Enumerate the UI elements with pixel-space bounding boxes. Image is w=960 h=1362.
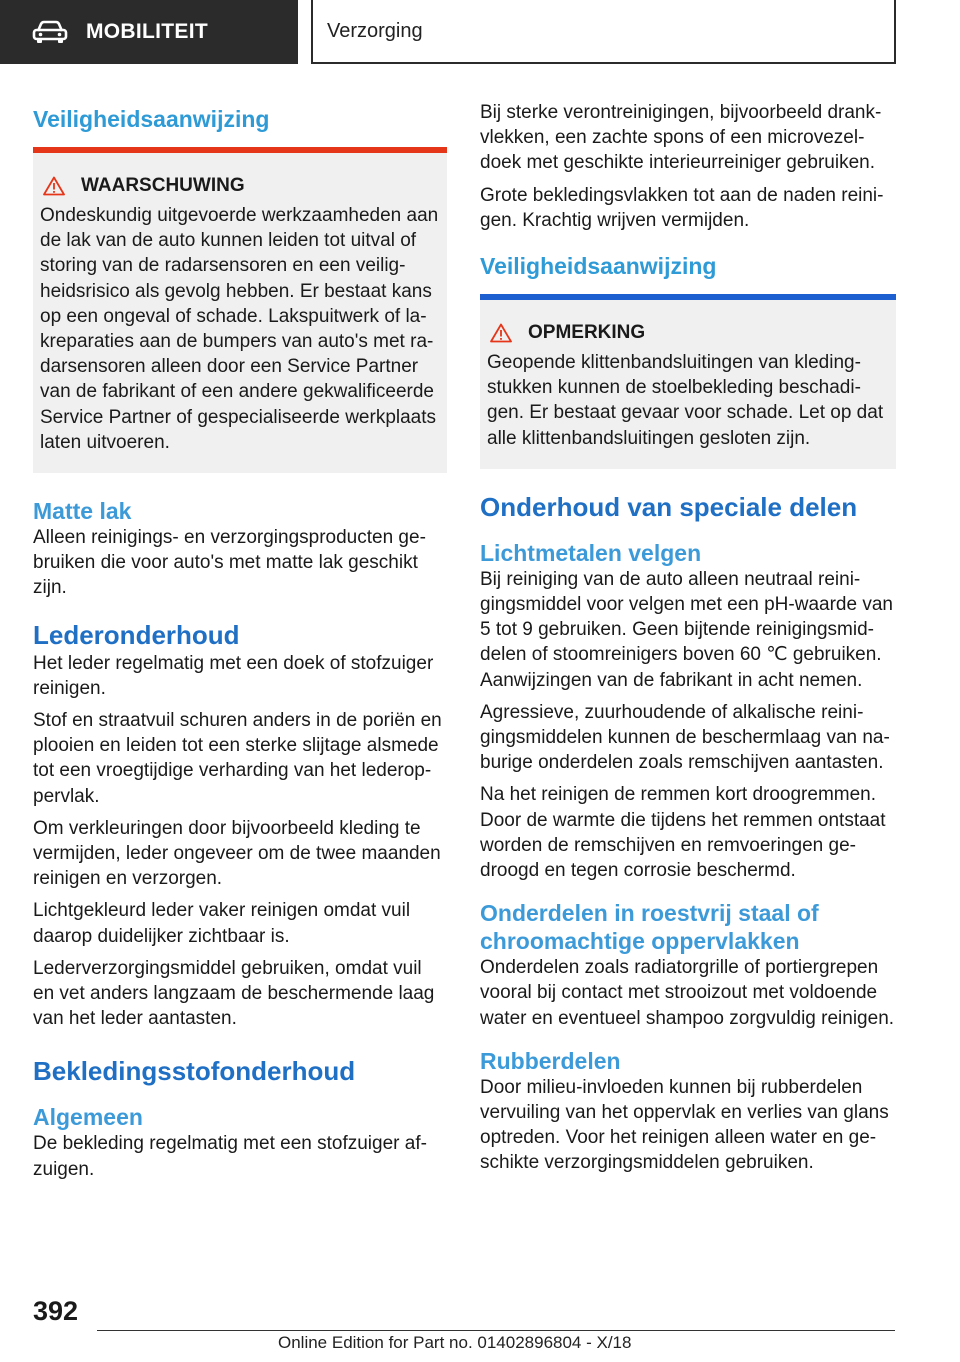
rims-paragraph: Agressieve, zuurhoudende of alkalische reinigingsmiddelen kunnen de beschermlaag van naburige onderdelen zoals remschijven aantasten. <box>480 701 890 774</box>
warning-title: WAARSCHUWING <box>81 175 245 196</box>
steel-text: Onderdelen zoals radiatorgrille of portiergrepen vooral bij contact met strooizout met voldoende water en eventueel shampoo zorgvuldig reinigen. <box>480 957 895 1029</box>
notice-title-row <box>487 322 888 344</box>
matte-heading: Matte lak <box>33 498 132 525</box>
warning-text: Ondeskundig uitgevoerde werkzaamheden aan de lak van de auto kunnen leiden tot uitval of storing van de radarsensoren en een veiligheidsrisico als gevolg hebben. Er bestaat kans op een ongeval of schade. Lakspuitwerk of lakreparaties aan de bumpers van auto's met radarsensoren alleen door een Service Partner van de fabrikant of een andere gekwalificeerde Service Partner of gespecialiseerde werkplaats laten uitvoeren. <box>40 205 439 453</box>
footer-divider <box>97 1330 895 1331</box>
subsection-tab[interactable] <box>311 0 896 64</box>
upholstery-heading: Bekledingsstofonderhoud <box>33 1056 356 1087</box>
upholstery-paragraph: Bij sterke verontreinigingen, bijvoorbeeld drankvlekken, een zachte spons of een microvezeldoek met geschikte interieurreiniger gebruiken. <box>480 102 882 174</box>
car-icon <box>32 20 68 44</box>
footer-edition: Online Edition for Part no. 01402896804 - X/18 <box>278 1333 632 1352</box>
safety-heading: Veiligheidsaanwijzing <box>480 253 717 280</box>
leather-heading: Lederonderhoud <box>33 619 240 650</box>
rims-heading: Lichtmetalen velgen <box>480 539 702 566</box>
subsection-title: Verzorging <box>327 19 423 42</box>
leather-paragraph: Lichtgekleurd leder vaker reinigen omdat vuil daarop duidelijker zichtbaar is. <box>33 900 411 947</box>
upholstery-subheading: Algemeen <box>33 1104 143 1131</box>
warning-triangle-icon <box>490 323 512 343</box>
warning-box <box>33 153 447 473</box>
steel-heading: Onderdelen in roestvrij staal of chroomachtige oppervlakken <box>480 900 819 955</box>
rims-paragraph: Bij reiniging van de auto alleen neutraal reinigingsmiddel voor velgen met een pH-waarde van 5 tot 9 gebruiken. Geen bijtende reinigingsmiddelen of stoomreinigers boven 60 ℃ gebruiken. Aanwijzingen van de fabrikant in acht nemen. <box>480 568 893 691</box>
notice-box <box>480 300 896 469</box>
right-column <box>480 96 896 1183</box>
matte-text: Alleen reinigings- en verzorgingsproducten gebruiken die voor auto's met matte lak geschikt zijn. <box>33 527 426 599</box>
safety-heading: Veiligheidsaanwijzing <box>33 106 270 132</box>
leather-paragraph: Lederverzorgingsmiddel gebruiken, omdat vuil en vet anders langzaam de beschermende laag van het leder aantasten. <box>33 957 435 1030</box>
rubber-text: Door milieu-invloeden kunnen bij rubberdelen vervuiling van het oppervlak en verlies van glans optreden. Voor het reinigen alleen water en geschikte verzorgingsmiddelen gebruiken. <box>480 1076 889 1174</box>
leather-paragraph: Het leder regelmatig met een doek of stofzuiger reinigen. <box>33 652 434 699</box>
leather-paragraph: Om verkleuringen door bijvoorbeeld kleding te vermijden, leder ongeveer om de twee maanden reinigen en verzorgen. <box>33 817 441 890</box>
page-number: 392 <box>33 1296 79 1326</box>
section-title: MOBILITEIT <box>86 20 208 43</box>
notice-title: OPMERKING <box>528 322 646 344</box>
rubber-heading: Rubberdelen <box>480 1047 621 1074</box>
warning-triangle-icon <box>43 176 65 196</box>
left-column <box>33 96 447 1189</box>
special-parts-heading: Onderhoud van speciale delen <box>480 491 858 522</box>
upholstery-paragraph: Grote bekledingsvlakken tot aan de naden reinigen. Krachtig wrijven vermijden. <box>480 184 884 231</box>
upholstery-text: De bekleding regelmatig met een stofzuiger afzuigen. <box>33 1133 427 1180</box>
rims-paragraph: Na het reinigen de remmen kort droogremmen. Door de warmte die tijdens het remmen ontstaat worden de remschijven en remvoeringen gedroogd en tegen corrosie beschermd. <box>480 784 886 882</box>
warning-title-row <box>40 175 439 197</box>
section-tab[interactable] <box>0 0 298 64</box>
leather-paragraph: Stof en straatvuil schuren anders in de poriën en plooien en leiden tot een sterke slijtage alsmede tot een vroegtijdige verharding van het lederoppervlak. <box>33 710 442 807</box>
notice-text: Geopende klittenbandsluitingen van kledingstukken kunnen de stoelbekleding beschadigen. Er bestaat gevaar voor schade. Let op dat alle klittenbandsluitingen gesloten zijn. <box>487 352 884 449</box>
